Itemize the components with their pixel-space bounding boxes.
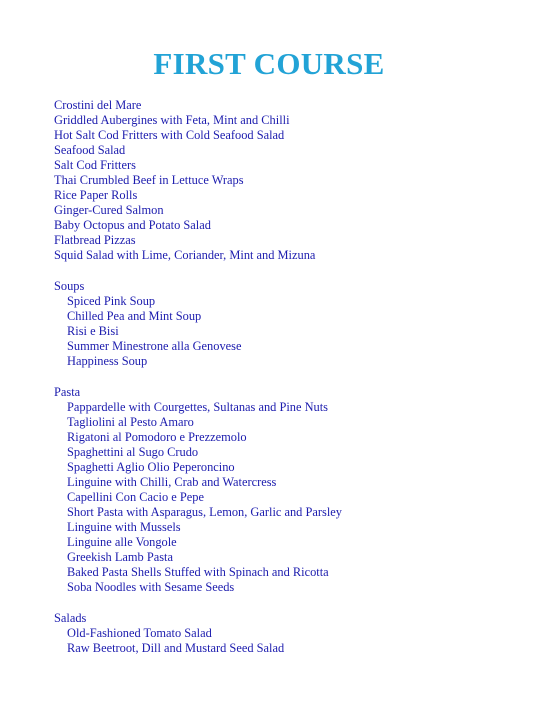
menu-item: Baby Octopus and Potato Salad (54, 218, 211, 232)
menu-item: Linguine with Mussels (67, 520, 181, 534)
menu-item: Pappardelle with Courgettes, Sultanas and Pine Nuts (67, 400, 328, 414)
menu-item: Hot Salt Cod Fritters with Cold Seafood Salad (54, 128, 285, 142)
menu-item: Ginger-Cured Salmon (54, 203, 164, 217)
menu-item: Short Pasta with Asparagus, Lemon, Garlic and Parsley (67, 505, 342, 519)
menu-item: Raw Beetroot, Dill and Mustard Seed Salad (67, 641, 285, 655)
menu-item: Salt Cod Fritters (54, 158, 136, 172)
menu-item: Spaghettini al Sugo Crudo (67, 445, 199, 459)
menu-item: Chilled Pea and Mint Soup (67, 309, 202, 323)
menu-item: Old-Fashioned Tomato Salad (67, 626, 212, 640)
menu-item: Happiness Soup (67, 354, 148, 368)
menu-item: Risi e Bisi (67, 324, 119, 338)
starters-section (54, 98, 534, 263)
menu-item: Baked Pasta Shells Stuffed with Spinach and Ricotta (67, 565, 329, 579)
menu-item: Griddled Aubergines with Feta, Mint and Chilli (54, 113, 290, 127)
soups-section (54, 279, 534, 369)
pasta-section (54, 385, 534, 595)
salads-section (54, 611, 534, 656)
menu-item: Flatbread Pizzas (54, 233, 136, 247)
menu-item: Rice Paper Rolls (54, 188, 138, 202)
menu-item: Linguine with Chilli, Crab and Watercress (67, 475, 277, 489)
menu-item: Greekish Lamb Pasta (67, 550, 173, 564)
menu-item: Rigatoni al Pomodoro e Prezzemolo (67, 430, 247, 444)
menu-content (54, 98, 534, 656)
page-title: FIRST COURSE (153, 46, 385, 81)
menu-item: Linguine alle Vongole (67, 535, 177, 549)
menu-item: Seafood Salad (54, 143, 126, 157)
menu-item: Tagliolini al Pesto Amaro (67, 415, 194, 429)
menu-item: Soba Noodles with Sesame Seeds (67, 580, 235, 594)
menu-item: Summer Minestrone alla Genovese (67, 339, 242, 353)
section-heading: Salads (54, 611, 87, 625)
section-heading: Soups (54, 279, 85, 293)
menu-item: Spaghetti Aglio Olio Peperoncino (67, 460, 235, 474)
menu-item: Thai Crumbled Beef in Lettuce Wraps (54, 173, 244, 187)
menu-item: Capellini Con Cacio e Pepe (67, 490, 204, 504)
menu-item: Spiced Pink Soup (67, 294, 156, 308)
menu-item: Crostini del Mare (54, 98, 142, 112)
menu-item: Squid Salad with Lime, Coriander, Mint and Mizuna (54, 248, 316, 262)
section-heading: Pasta (54, 385, 81, 399)
